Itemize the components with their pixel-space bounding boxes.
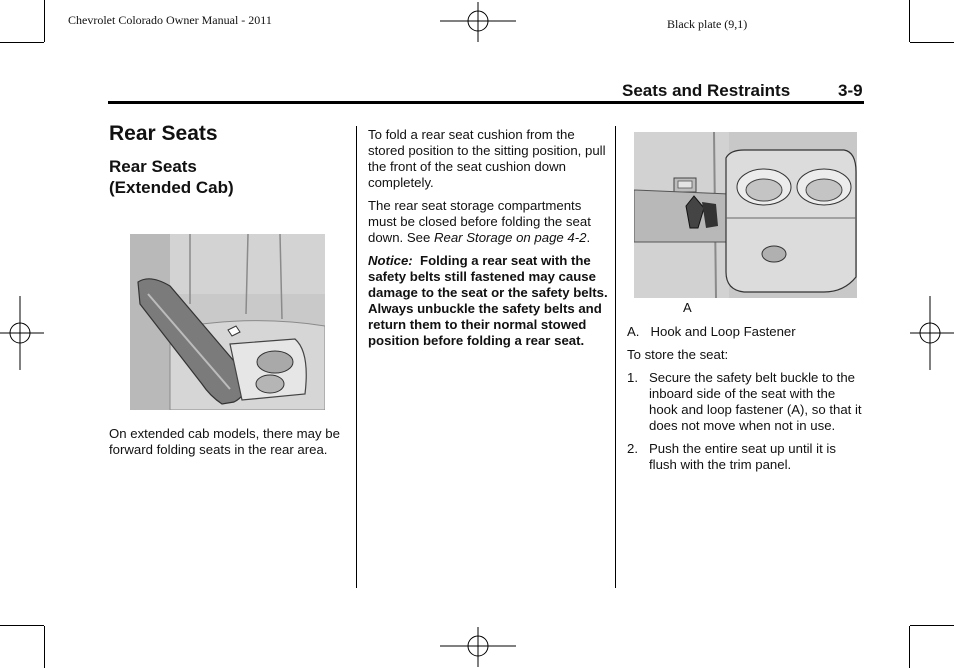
store-intro: To store the seat: xyxy=(627,347,729,362)
hook-loop-fastener-illustration xyxy=(634,132,857,298)
section-heading xyxy=(109,156,349,198)
crop-mark xyxy=(44,0,45,42)
middle-column xyxy=(368,127,608,356)
legend-text: Hook and Loop Fastener xyxy=(650,324,796,339)
storage-note-text: The rear seat storage compartments must be closed before folding the seat down. See xyxy=(368,198,591,245)
crop-mark xyxy=(910,625,954,626)
section-heading-line2: (Extended Cab) xyxy=(109,178,234,197)
storage-note xyxy=(368,198,608,246)
crop-mark xyxy=(44,626,45,668)
right-column xyxy=(627,324,863,480)
registration-mark-left xyxy=(0,296,44,370)
manual-title: Chevrolet Colorado Owner Manual - 2011 xyxy=(68,13,272,27)
rear-storage-reference[interactable]: Rear Storage on page 4-2 xyxy=(433,230,587,245)
column-divider xyxy=(615,126,616,588)
step-text: Secure the safety belt buckle to the inboard side of the seat with the hook and loop fastener (A), so that it does not move when not in use. xyxy=(649,370,862,433)
figure-callout-a: A xyxy=(683,300,692,315)
registration-mark-top xyxy=(440,2,516,42)
list-item xyxy=(627,370,863,434)
section-heading-line1: Rear Seats xyxy=(109,157,197,176)
store-steps xyxy=(627,370,863,473)
registration-mark-right xyxy=(910,296,954,370)
list-item xyxy=(627,441,863,473)
section-title: Seats and Restraints xyxy=(622,81,791,100)
figure-legend xyxy=(627,324,863,340)
notice-text: Folding a rear seat with the safety belts still fastened may cause damage to the seat or the safety belts. Always unbuckle the safety belts and return them to their normal stowed position before folding a rear seat. xyxy=(368,253,608,348)
left-caption: On extended cab models, there may be forward folding seats in the rear area. xyxy=(109,426,340,457)
crop-mark xyxy=(0,42,44,43)
header-rule xyxy=(108,101,864,104)
plate-label: Black plate (9,1) xyxy=(667,17,748,31)
crop-mark xyxy=(910,42,954,43)
step-text: Push the entire seat up until it is flush with the trim panel. xyxy=(649,441,836,472)
page-heading: Rear Seats xyxy=(109,122,218,145)
registration-mark-bottom xyxy=(440,627,516,667)
crop-mark xyxy=(909,0,910,42)
crop-mark xyxy=(909,626,910,668)
step-number: 2. xyxy=(627,441,638,456)
crop-mark xyxy=(0,625,44,626)
notice-label: Notice: xyxy=(368,253,413,268)
fold-instructions: To fold a rear seat cushion from the stored position to the sitting position, pull the front of the seat cushion down completely. xyxy=(368,127,606,190)
rear-seat-illustration xyxy=(130,234,325,410)
step-number: 1. xyxy=(627,370,638,385)
storage-note-end: . xyxy=(586,230,591,245)
notice-paragraph xyxy=(368,253,608,349)
column-divider xyxy=(356,126,357,588)
page-number: 3-9 xyxy=(838,81,863,100)
legend-letter: A. xyxy=(627,324,640,339)
left-column xyxy=(109,122,349,198)
